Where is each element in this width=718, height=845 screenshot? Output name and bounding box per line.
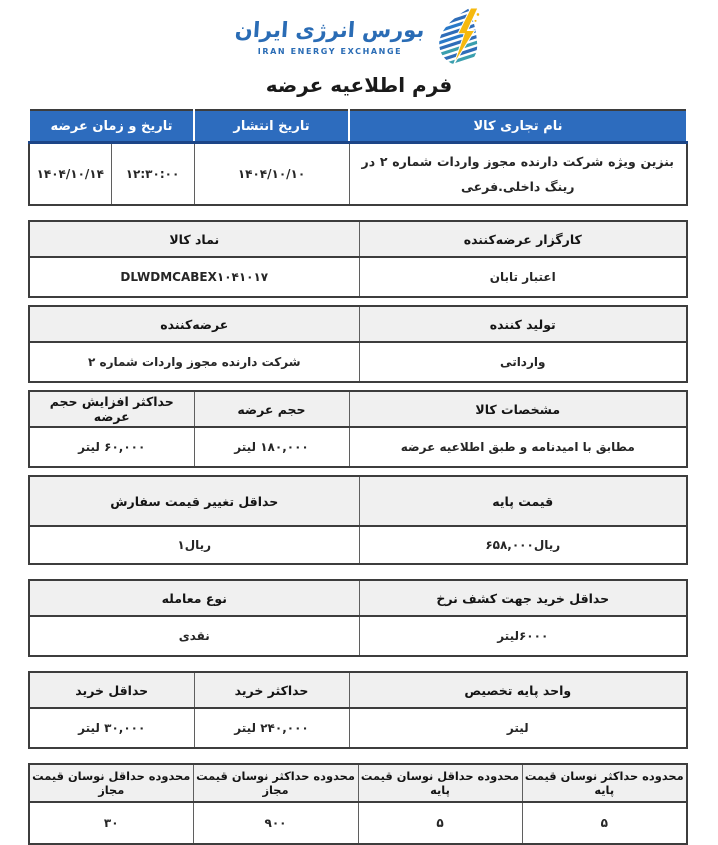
producer-supplier-table — [28, 305, 688, 383]
value-max-purchase: ۲۴۰,۰۰۰ لیتر — [194, 708, 349, 748]
header-trade-name: نام تجاری کالا — [349, 110, 687, 143]
header-trade-type: نوع معامله — [29, 580, 359, 616]
fluctuation-range-table — [28, 763, 688, 845]
value-commodity-symbol: DLWDMCABEX۱۰۴۱۰۱۷ — [29, 257, 359, 297]
value-supply-time: ۱۲:۳۰:۰۰ — [111, 143, 194, 206]
header-min-purchase: حداقل خرید — [29, 672, 194, 708]
header-supplier: عرضه‌کننده — [29, 306, 359, 342]
header-allocation-unit: واحد پایه تخصیص — [349, 672, 687, 708]
value-commodity-specs: مطابق با امیدنامه و طبق اطلاعیه عرضه — [349, 427, 687, 467]
value-min-purchase: ۳۰,۰۰۰ لیتر — [29, 708, 194, 748]
header-commodity-specs: مشخصات کالا — [349, 391, 687, 427]
value-publish-date: ۱۴۰۴/۱۰/۱۰ — [194, 143, 349, 206]
purchase-limits-table — [28, 671, 688, 749]
value-max-allowed-fluctuation: ۹۰۰ — [193, 802, 358, 844]
header-max-allowed-fluctuation: محدوده حداکثر نوسان قیمت مجاز — [193, 764, 358, 802]
value-supplier: شرکت دارنده مجوز واردات شماره ۲ — [29, 342, 359, 382]
value-allocation-unit: لیتر — [349, 708, 687, 748]
header-supplier-broker: کارگزار عرضه‌کننده — [359, 221, 687, 257]
price-table — [28, 475, 688, 565]
value-trade-name: بنزین ویژه شرکت دارنده مجوز واردات شماره ۲ در رینگ داخلی.فرعی — [349, 143, 687, 206]
header-publish-date: تاریخ انتشار — [194, 110, 349, 143]
value-supply-volume: ۱۸۰,۰۰۰ لیتر — [194, 427, 349, 467]
header-max-base-fluctuation: محدوده حداکثر نوسان قیمت پایه — [522, 764, 687, 802]
header-min-price-tick: حداقل تغییر قیمت سفارش — [29, 476, 359, 526]
header-max-volume-increase: حداکثر افزایش حجم عرضه — [29, 391, 194, 427]
logo-persian-text: بورس انرژی ایران — [234, 18, 426, 43]
value-trade-type: نقدی — [29, 616, 359, 656]
logo-text — [235, 18, 425, 55]
value-max-volume-increase: ۶۰,۰۰۰ لیتر — [29, 427, 194, 467]
volume-table — [28, 390, 688, 468]
value-min-base-fluctuation: ۵ — [358, 802, 522, 844]
trade-info-table — [28, 109, 688, 206]
value-producer: وارداتی — [359, 342, 687, 382]
page-title: فرم اطلاعیه عرضه — [265, 73, 453, 97]
energy-drop-icon — [431, 8, 483, 66]
header-producer: تولید کننده — [359, 306, 687, 342]
header-base-price: قیمت پایه — [359, 476, 687, 526]
header-supply-datetime: تاریخ و زمان عرضه — [29, 110, 194, 143]
form-content — [30, 109, 688, 845]
value-min-allowed-fluctuation: ۳۰ — [29, 802, 193, 844]
logo — [0, 0, 718, 66]
value-max-base-fluctuation: ۵ — [522, 802, 687, 844]
header-supply-volume: حجم عرضه — [194, 391, 349, 427]
value-base-price: ریال۶۵۸,۰۰۰ — [359, 526, 687, 564]
logo-english-text: IRAN ENERGY EXCHANGE — [257, 46, 403, 56]
header-min-base-fluctuation: محدوده حداقل نوسان قیمت پایه — [358, 764, 522, 802]
broker-symbol-table — [28, 220, 688, 298]
header-min-allowed-fluctuation: محدوده حداقل نوسان قیمت مجاز — [29, 764, 193, 802]
header-max-purchase: حداکثر خرید — [194, 672, 349, 708]
header-min-purchase-discovery: حداقل خرید جهت کشف نرخ — [359, 580, 687, 616]
value-min-purchase-discovery: ۶۰۰۰لیتر — [359, 616, 687, 656]
value-supply-date: ۱۴۰۴/۱۰/۱۴ — [29, 143, 111, 206]
discovery-tradetype-table — [28, 579, 688, 657]
value-min-price-tick: ریال۱ — [29, 526, 359, 564]
value-supplier-broker: اعتبار تابان — [359, 257, 687, 297]
header-commodity-symbol: نماد کالا — [29, 221, 359, 257]
